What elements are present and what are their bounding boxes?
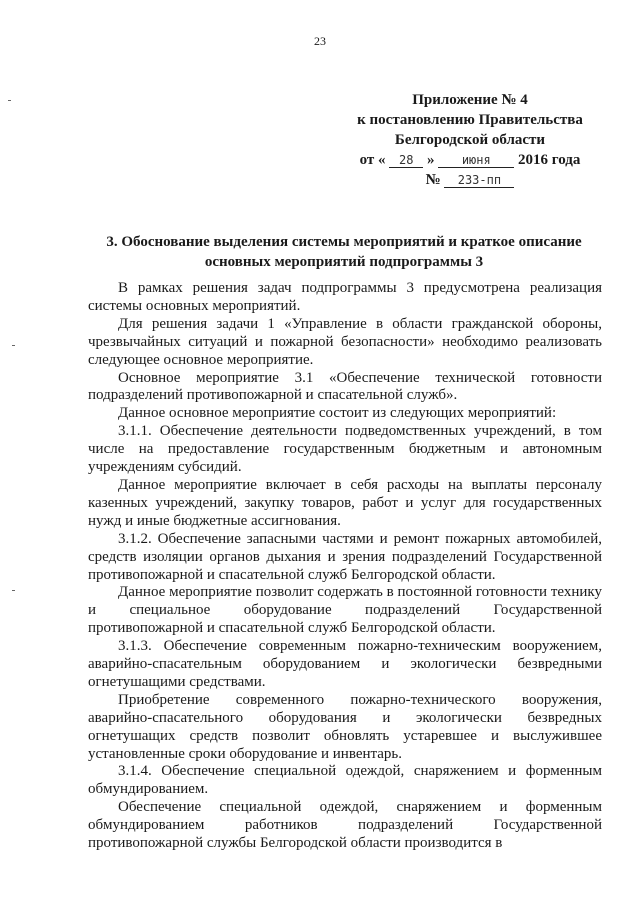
scan-mark xyxy=(12,590,15,591)
date-day: 28 xyxy=(389,153,423,168)
paragraph: Приобретение современного пожарно-технического вооружения, аварийно-спасательного оборудования и экологически безвредных огнетушащих средств позволит обновлять устаревшее и выслужившее установленные сроки оборудование и инвентарь. xyxy=(88,691,602,762)
date-prefix: от « xyxy=(359,152,386,168)
appendix-header xyxy=(340,90,600,190)
date-month: июня xyxy=(438,153,514,168)
paragraph: Обеспечение специальной одеждой, снаряжением и форменным обмундированием работников подразделений Государственной противопожарной службы Белгородской области производится в xyxy=(88,799,602,852)
scan-mark xyxy=(8,100,11,101)
paragraph: 3.1.1. Обеспечение деятельности подведомственных учреждений, в том числе на предоставление государственным бюджетным и автономным учреждениям субсидий. xyxy=(88,423,602,476)
number-value: 233-пп xyxy=(444,173,514,188)
appendix-resolution: к постановлению Правительства xyxy=(357,112,583,128)
paragraph: Данное мероприятие позволит содержать в постоянной готовности технику и специальное оборудование подразделений Государственной противопожарной и спасательной служб Белгородской области. xyxy=(88,584,602,637)
document-body xyxy=(88,280,602,853)
paragraph: В рамках решения задач подпрограммы 3 предусмотрена реализация системы основных мероприятий. xyxy=(88,280,602,314)
paragraph: Основное мероприятие 3.1 «Обеспечение технической готовности подразделений противопожарной и спасательной служб». xyxy=(88,369,602,404)
scan-mark xyxy=(12,345,15,346)
appendix-title: Приложение № 4 xyxy=(412,92,528,108)
date-year: 2016 года xyxy=(518,152,581,168)
paragraph: 3.1.3. Обеспечение современным пожарно-техническим вооружением, аварийно-спасательным оборудованием и экологически безвредными огнетушащими средствами. xyxy=(88,638,602,690)
date-mid: » xyxy=(427,152,435,168)
paragraph: 3.1.2. Обеспечение запасными частями и ремонт пожарных автомобилей, средств изоляции органов дыхания и зрения подразделений Государственной противопожарной и спасательной служб Белгородской области. xyxy=(88,530,602,583)
appendix-number xyxy=(340,170,600,190)
number-prefix: № xyxy=(425,172,441,188)
appendix-date xyxy=(340,150,600,170)
section-title: 3. Обоснование выделения системы мероприятий и краткое описание основных мероприятий подпрограммы 3 xyxy=(106,234,582,270)
paragraph: Данное мероприятие включает в себя расходы на выплаты персоналу казенных учреждений, закупку товаров, работ и услуг для государственных нужд и иные бюджетные ассигнования. xyxy=(88,476,602,529)
appendix-region: Белгородской области xyxy=(394,132,546,148)
paragraph: 3.1.4. Обеспечение специальной одеждой, снаряжением и форменным обмундированием. xyxy=(88,763,602,798)
page-number: 23 xyxy=(314,34,326,48)
paragraph: Данное основное мероприятие состоит из следующих мероприятий: xyxy=(118,405,557,422)
paragraph: Для решения задачи 1 «Управление в области гражданской обороны, чрезвычайных ситуаций и пожарной безопасности» необходимо реализовать следующее основное мероприятие. xyxy=(88,315,602,368)
